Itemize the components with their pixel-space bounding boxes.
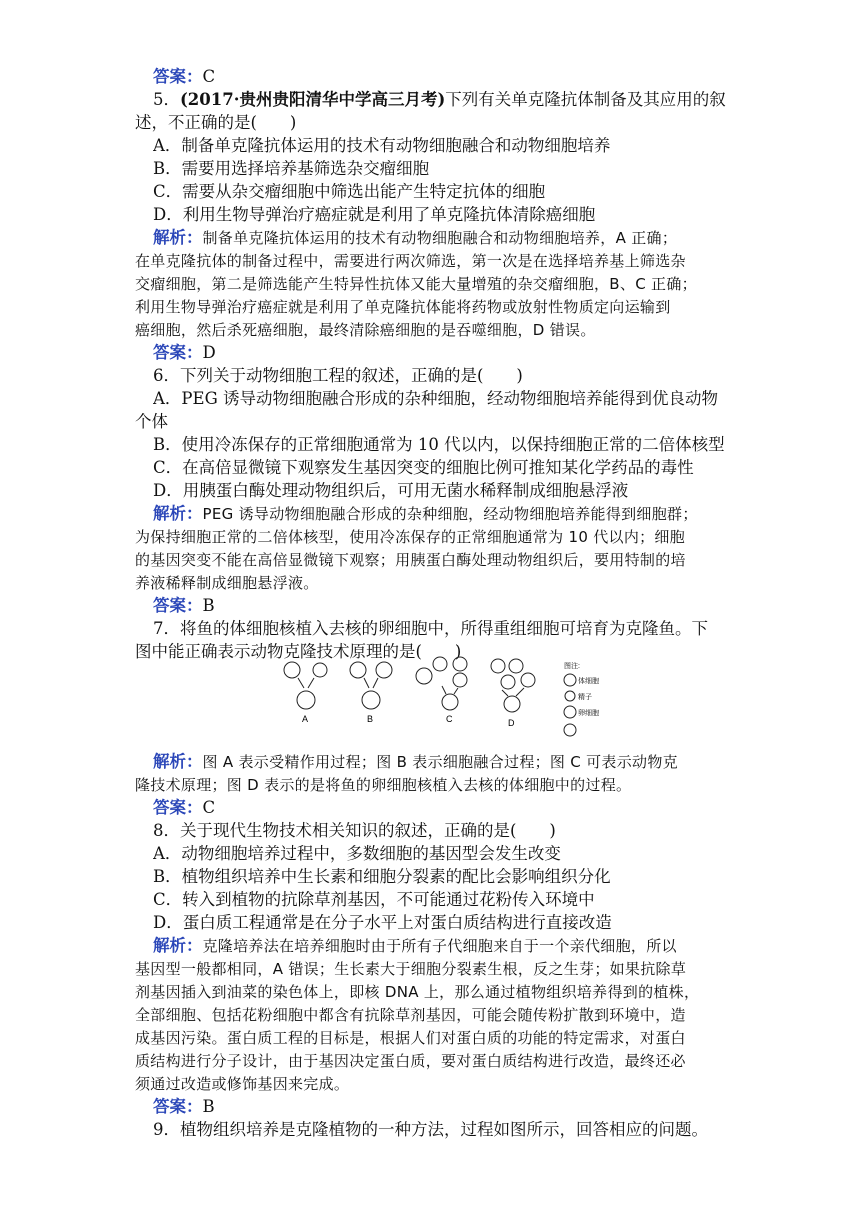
text-span: 在单克隆抗体的制备过程中，需要进行两次筛选，第一次是在选择培养基上筛选杂 (135, 252, 686, 270)
legend-title: 图注: (564, 663, 580, 670)
text-span: 6．下列关于动物细胞工程的叙述，正确的是( ) (153, 366, 523, 385)
diagram-d-cell-1 (491, 659, 505, 673)
answer-label: 答案： (153, 1097, 203, 1116)
text-span: C．在高倍显微镜下观察发生基因突变的细胞比例可推知某化学药品的毒性 (153, 458, 694, 477)
diagram-c-egg (416, 668, 432, 684)
text-span: 剂基因插入到油菜的染色体上，即核 DNA 上，那么通过植物组织培养得到的植株， (135, 983, 700, 1001)
text-line (153, 617, 745, 640)
text-span: C．转入到植物的抗除草剂基因，不可能通过花粉传入环境中 (153, 890, 595, 909)
text-line (153, 1095, 745, 1118)
diagram-c-arrows (442, 686, 458, 694)
diagram-label-a: A (302, 714, 309, 724)
text-span: D．用胰蛋白酶处理动物组织后，可用无菌水稀释制成细胞悬浮液 (153, 481, 629, 500)
diagram-d-cell-3 (501, 675, 515, 689)
text-span: B (202, 596, 215, 615)
text-span: A．动物细胞培养过程中，多数细胞的基因型会发生改变 (153, 844, 561, 863)
text-line (153, 387, 745, 410)
text-span: 的基因突变不能在高倍显微镜下观察；用胰蛋白酶处理动物组织后，要用特制的培 (135, 551, 686, 569)
text-line (153, 88, 745, 111)
text-line (135, 111, 745, 134)
text-span: 须通过改造或修饰基因来完成。 (135, 1075, 350, 1093)
text-line (153, 842, 745, 865)
answer-label: 答案： (153, 67, 203, 86)
text-line (135, 548, 745, 572)
diagram-b-arrows (364, 678, 378, 688)
text-line (135, 318, 745, 342)
diagram-c-somatic (433, 657, 447, 671)
text-span: B．植物组织培养中生长素和细胞分裂素的配比会影响组织分化 (153, 867, 611, 886)
text-span: B (202, 1097, 215, 1116)
diagram-a-sperm (313, 663, 327, 677)
diagram-a-zygote (297, 691, 315, 709)
diagram-label-b: B (367, 714, 374, 724)
text-span: 养液稀释制成细胞悬浮液。 (135, 574, 319, 592)
answer-label: 答案： (153, 596, 203, 615)
text-line (135, 1049, 745, 1073)
text-span: B．需要用选择培养基筛选杂交瘤细胞 (153, 159, 430, 178)
diagram-a-egg (284, 662, 300, 678)
text-span: 个体 (135, 412, 168, 431)
answer-label: 答案： (153, 798, 203, 817)
text-line (153, 341, 745, 364)
text-span: 全部细胞、包括花粉细胞中都含有抗除草剂基因，可能会随传粉扩散到环境中，造 (135, 1006, 686, 1024)
text-line (135, 525, 745, 549)
legend-sperm-symbol (565, 691, 575, 701)
text-span: PEG 诱导动物细胞融合形成的杂种细胞，经动物细胞培养能得到细胞群； (202, 505, 698, 523)
text-line (153, 456, 745, 479)
text-span: 图中能正确表示动物克隆技术原理的是( ) (135, 642, 462, 661)
text-span: 成基因污染。蛋白质工程的目标是，根据人们对蛋白质的功能的特定需求，对蛋白 (135, 1029, 686, 1047)
text-line (135, 1072, 745, 1096)
legend-egg-cell: 卵细胞 (578, 710, 599, 717)
text-line (153, 65, 745, 88)
text-line (153, 364, 745, 387)
text-span: (2017·贵州贵阳清华中学高三月考) (180, 90, 446, 109)
text-line (135, 410, 745, 433)
text-line (135, 571, 745, 595)
text-line (153, 226, 745, 250)
text-span: D．利用生物导弹治疗癌症就是利用了单克隆抗体清除癌细胞 (153, 205, 596, 224)
diagram-b-cell-1 (350, 662, 366, 678)
text-span: 图 A 表示受精作用过程；图 B 表示细胞融合过程；图 C 可表示动物克 (202, 753, 678, 771)
legend-somatic-cell: 体细胞 (578, 678, 599, 685)
text-line (135, 957, 745, 981)
text-span: 基因型一般都相同，A 错误；生长素大于细胞分裂素生根，反之生芽；如果抗除草 (135, 960, 687, 978)
text-span: D (202, 343, 216, 362)
text-line (153, 750, 745, 774)
text-line (135, 773, 745, 797)
diagram-a-arrows (298, 678, 314, 688)
text-line (153, 819, 745, 842)
text-span: B．使用冷冻保存的正常细胞通常为 10 代以内，以保持细胞正常的二倍体核型 (153, 435, 725, 454)
text-line (153, 594, 745, 617)
diagram-d-arrows (502, 688, 524, 696)
legend-egg-symbol (564, 706, 576, 718)
diagram-label-d: D (508, 718, 515, 728)
analysis-label: 解析： (153, 752, 203, 771)
text-line (153, 911, 745, 934)
text-span: 交瘤细胞，第二是筛选能产生特异性抗体又能大量增殖的杂交瘤细胞，B、C 正确； (135, 275, 697, 293)
text-line (153, 502, 745, 526)
diagram-d-result (504, 696, 520, 712)
text-span: 下列有关单克隆抗体制备及其应用的叙 (445, 90, 726, 109)
diagram-label-c: C (446, 714, 453, 724)
text-line (135, 980, 745, 1004)
text-line (153, 157, 745, 180)
text-span: A．PEG 诱导动物细胞融合形成的杂种细胞，经动物细胞培养能得到优良动物 (153, 389, 718, 408)
text-line (135, 272, 745, 296)
analysis-label: 解析： (153, 504, 203, 523)
text-line (153, 1118, 745, 1141)
text-span: 制备单克隆抗体运用的技术有动物细胞融合和动物细胞培养，A 正确； (202, 229, 678, 247)
text-line (153, 134, 745, 157)
text-span: 质结构进行分子设计，由于基因决定蛋白质，要对蛋白质结构进行改造，最终还必 (135, 1052, 686, 1070)
text-span: C．需要从杂交瘤细胞中筛选出能产生特定抗体的细胞 (153, 182, 546, 201)
text-line (135, 1026, 745, 1050)
text-line (153, 203, 745, 226)
text-span: 克隆培养法在培养细胞时由于所有子代细胞来自于一个亲代细胞，所以 (202, 937, 677, 955)
text-span: 8．关于现代生物技术相关知识的叙述，正确的是( ) (153, 821, 556, 840)
diagram-c-egg-top (453, 657, 467, 671)
diagram-b-fused (362, 691, 380, 709)
text-line (153, 796, 745, 819)
text-line (153, 180, 745, 203)
text-line (135, 249, 745, 273)
legend-empty-circle (564, 724, 576, 736)
text-line (153, 934, 745, 958)
legend-somatic-cell-symbol (564, 674, 576, 686)
text-span: C (202, 67, 216, 86)
diagram-b-cell-2 (376, 662, 392, 678)
analysis-label: 解析： (153, 936, 203, 955)
text-span: 9．植物组织培养是克隆植物的一种方法，过程如图所示，回答相应的问题。 (153, 1120, 708, 1139)
diagram-d-cell-4 (521, 673, 535, 687)
text-line (135, 295, 745, 319)
text-span: 7．将鱼的体细胞核植入去核的卵细胞中，所得重组细胞可培育为克隆鱼。下 (153, 619, 708, 638)
text-span: 癌细胞，然后杀死癌细胞，最终清除癌细胞的是吞噬细胞，D 错误。 (135, 321, 596, 339)
text-span: 隆技术原理；图 D 表示的是将鱼的卵细胞核植入去核的体细胞中的过程。 (135, 776, 632, 794)
diagram-d-cell-2 (509, 659, 523, 673)
diagram-svg (280, 656, 600, 738)
text-line (153, 888, 745, 911)
text-span: C (202, 798, 216, 817)
text-line (153, 865, 745, 888)
text-span: D．蛋白质工程通常是在分子水平上对蛋白质结构进行直接改造 (153, 913, 612, 932)
text-line (135, 1003, 745, 1027)
text-line (153, 479, 745, 502)
legend-sperm: 精子 (578, 694, 592, 701)
cloning-diagram (280, 656, 600, 738)
diagram-c-recombinant (442, 694, 458, 710)
text-span: 述，不正确的是( ) (135, 113, 297, 132)
text-span: A．制备单克隆抗体运用的技术有动物细胞融合和动物细胞培养 (153, 136, 611, 155)
text-line (153, 433, 745, 456)
text-span: 5． (153, 90, 180, 109)
analysis-label: 解析： (153, 228, 203, 247)
diagram-c-enucleated (453, 673, 467, 687)
text-span: 利用生物导弹治疗癌症就是利用了单克隆抗体能将药物或放射性物质定向运输到 (135, 298, 671, 316)
text-span: 为保持细胞正常的二倍体核型，使用冷冻保存的正常细胞通常为 10 代以内；细胞 (135, 528, 686, 546)
answer-label: 答案： (153, 343, 203, 362)
